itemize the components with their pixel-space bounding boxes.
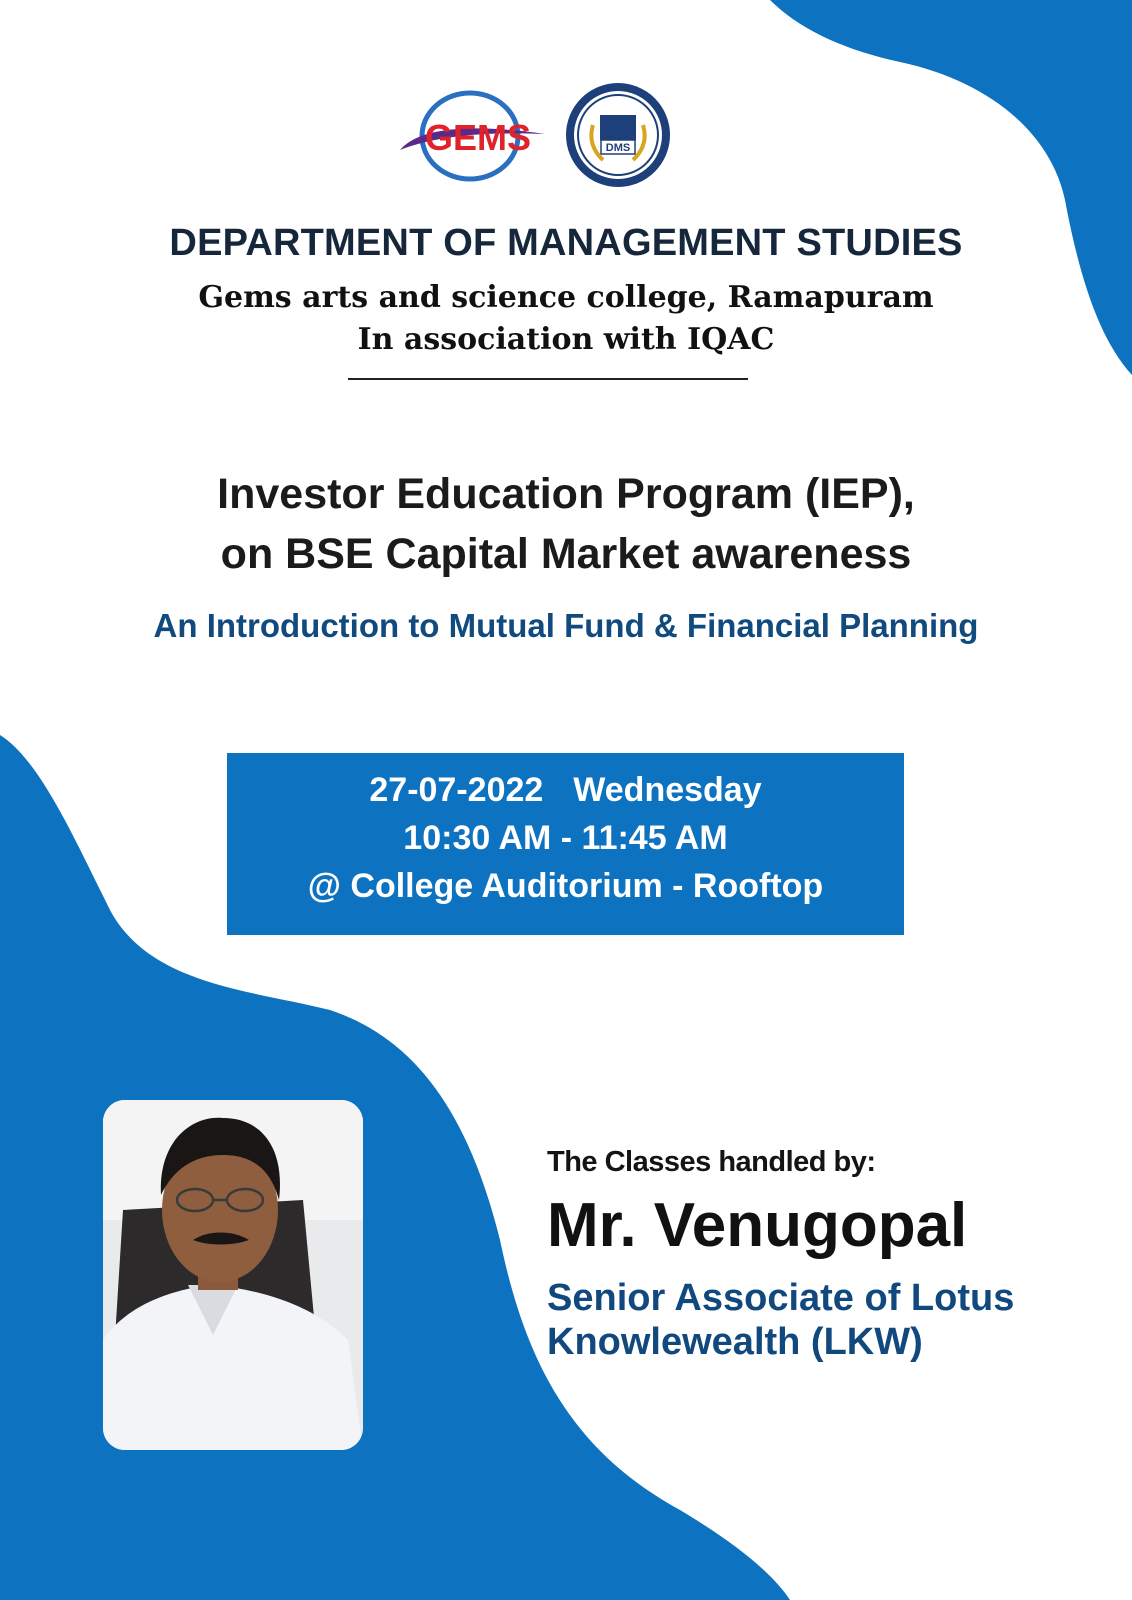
speaker-intro: The Classes handled by:	[547, 1146, 876, 1178]
speaker-photo-frame	[103, 1100, 363, 1450]
program-subtitle: An Introduction to Mutual Fund & Financial Planning	[153, 607, 979, 644]
association-line: In association with IQAC	[357, 322, 775, 357]
event-details-box	[227, 753, 904, 935]
event-date: 27-07-2022	[369, 771, 544, 809]
gems-logo	[395, 88, 555, 183]
dms-logo	[563, 80, 673, 190]
event-time: 10:30 AM - 11:45 AM	[403, 819, 728, 857]
event-day: Wednesday	[573, 771, 762, 809]
speaker-role-line2: Knowlewealth (LKW)	[547, 1321, 923, 1363]
program-title-line1: Investor Education Program (IEP),	[217, 470, 915, 518]
speaker-role-line1: Senior Associate of Lotus	[547, 1277, 1015, 1319]
svg-text:GEMS: GEMS	[425, 117, 532, 158]
svg-text:DMS: DMS	[605, 142, 631, 154]
department-heading: DEPARTMENT OF MANAGEMENT STUDIES	[169, 222, 963, 264]
header-divider	[348, 378, 748, 380]
college-name: Gems arts and science college, Ramapuram	[198, 280, 934, 315]
event-venue: @ College Auditorium - Rooftop	[307, 867, 824, 905]
speaker-photo	[103, 1100, 363, 1450]
speaker-name: Mr. Venugopal	[547, 1191, 968, 1260]
event-date-line	[227, 771, 904, 810]
logo-row	[0, 78, 1132, 193]
program-title-line2: on BSE Capital Market awareness	[220, 530, 912, 578]
